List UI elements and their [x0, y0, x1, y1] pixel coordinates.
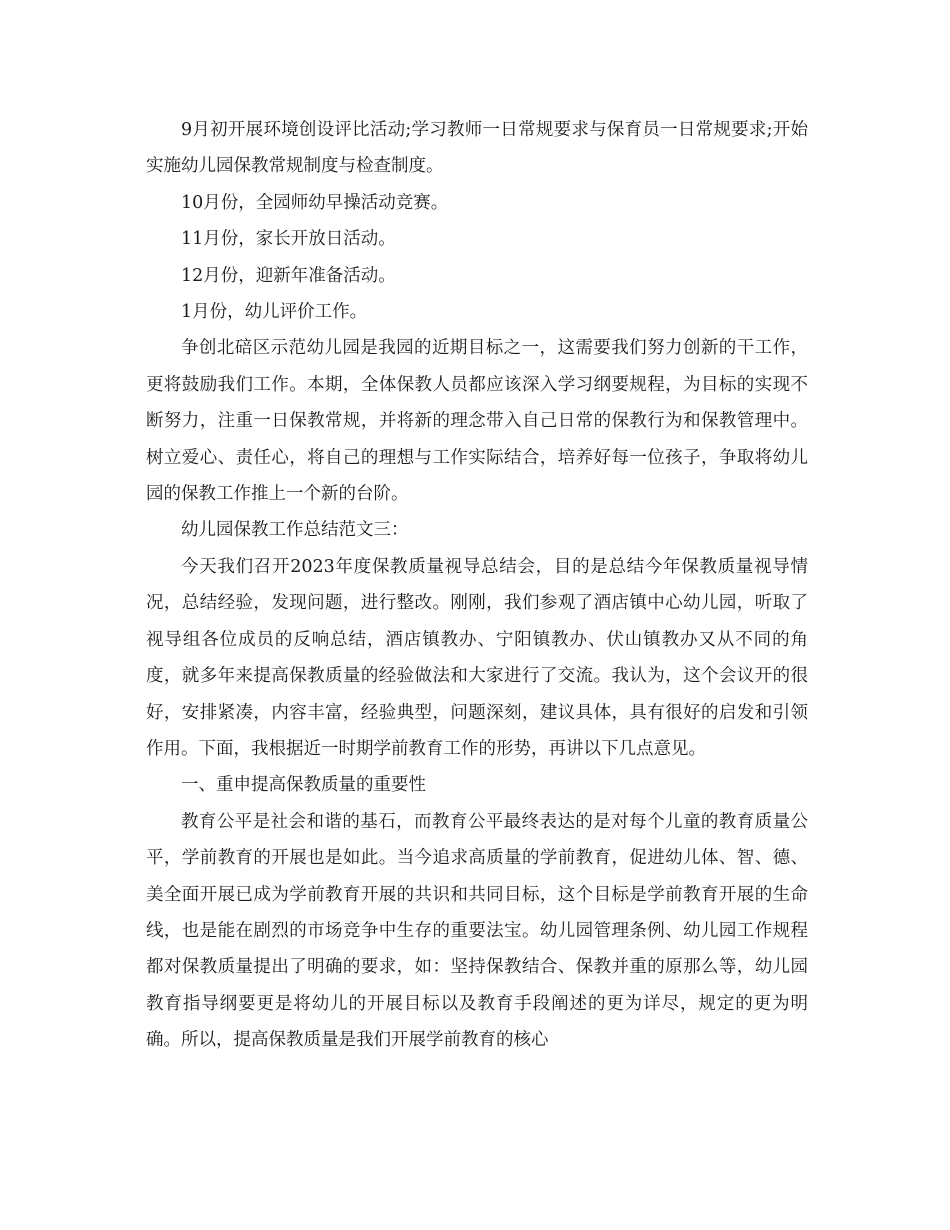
section-heading-point-one: 一、重申提高保教质量的重要性 — [181, 775, 426, 796]
paragraph-december-plan: 12月份，迎新年准备活动。 — [181, 265, 396, 286]
document-body — [146, 112, 808, 1059]
paragraph-meeting-summary: 今天我们召开2023年度保教质量视导总结会，目的是总结今年保教质量视导情况，总结经验，发现问题，进行整改。刚刚，我们参观了酒店镇中心幼儿园，听取了视导组各位成员的反响总结，酒店镇教办、宁阳镇教办、伏山镇教办又从不同的角度，就多年来提高保教质量的经验做法和大家进行了交流。我认为，这个会议开的很好，安排紧凑，内容丰富，经验典型，问题深刻，建议具体，具有很好的启发和引领作用。下面，我根据近一时期学前教育工作的形势，再讲以下几点意见。 — [146, 556, 808, 759]
section-heading-sample-three: 幼儿园保教工作总结范文三： — [181, 520, 409, 541]
paragraph-november-plan: 11月份，家长开放日活动。 — [181, 229, 396, 250]
paragraph-october-plan: 10月份，全园师幼早操活动竞赛。 — [181, 192, 449, 213]
paragraph-education-equity: 教育公平是社会和谐的基石，而教育公平最终表达的是对每个儿童的教育质量公平，学前教育的开展也是如此。当今追求高质量的学前教育，促进幼儿体、智、德、美全面开展已成为学前教育开展的共识和共同目标，这个目标是学前教育开展的生命线，也是能在剧烈的市场竞争中生存的重要法宝。幼儿园管理条例、幼儿园工作规程都对保教质量提出了明确的要求，如：坚持保教结合、保教并重的原那么等，幼儿园教育指导纲要更是将幼儿的开展目标以及教育手段阐述的更为详尽，规定的更为明确。所以，提高保教质量是我们开展学前教育的核心 — [146, 811, 808, 1051]
paragraph-january-plan: 1月份，幼儿评价工作。 — [181, 302, 368, 323]
paragraph-goal-statement: 争创北碚区示范幼儿园是我园的近期目标之一，这需要我们努力创新的干工作，更将鼓励我们工作。本期，全体保教人员都应该深入学习纲要规程，为目标的实现不断努力，注重一日保教常规，并将新的理念带入自己日常的保教行为和保教管理中。树立爱心、责任心，将自己的理想与工作实际结合，培养好每一位孩子，争取将幼儿园的保教工作推上一个新的台阶。 — [146, 338, 808, 505]
paragraph-september-plan: 9月初开展环境创设评比活动;学习教师一日常规要求与保育员一日常规要求;开始实施幼儿园保教常规制度与检查制度。 — [146, 120, 808, 177]
